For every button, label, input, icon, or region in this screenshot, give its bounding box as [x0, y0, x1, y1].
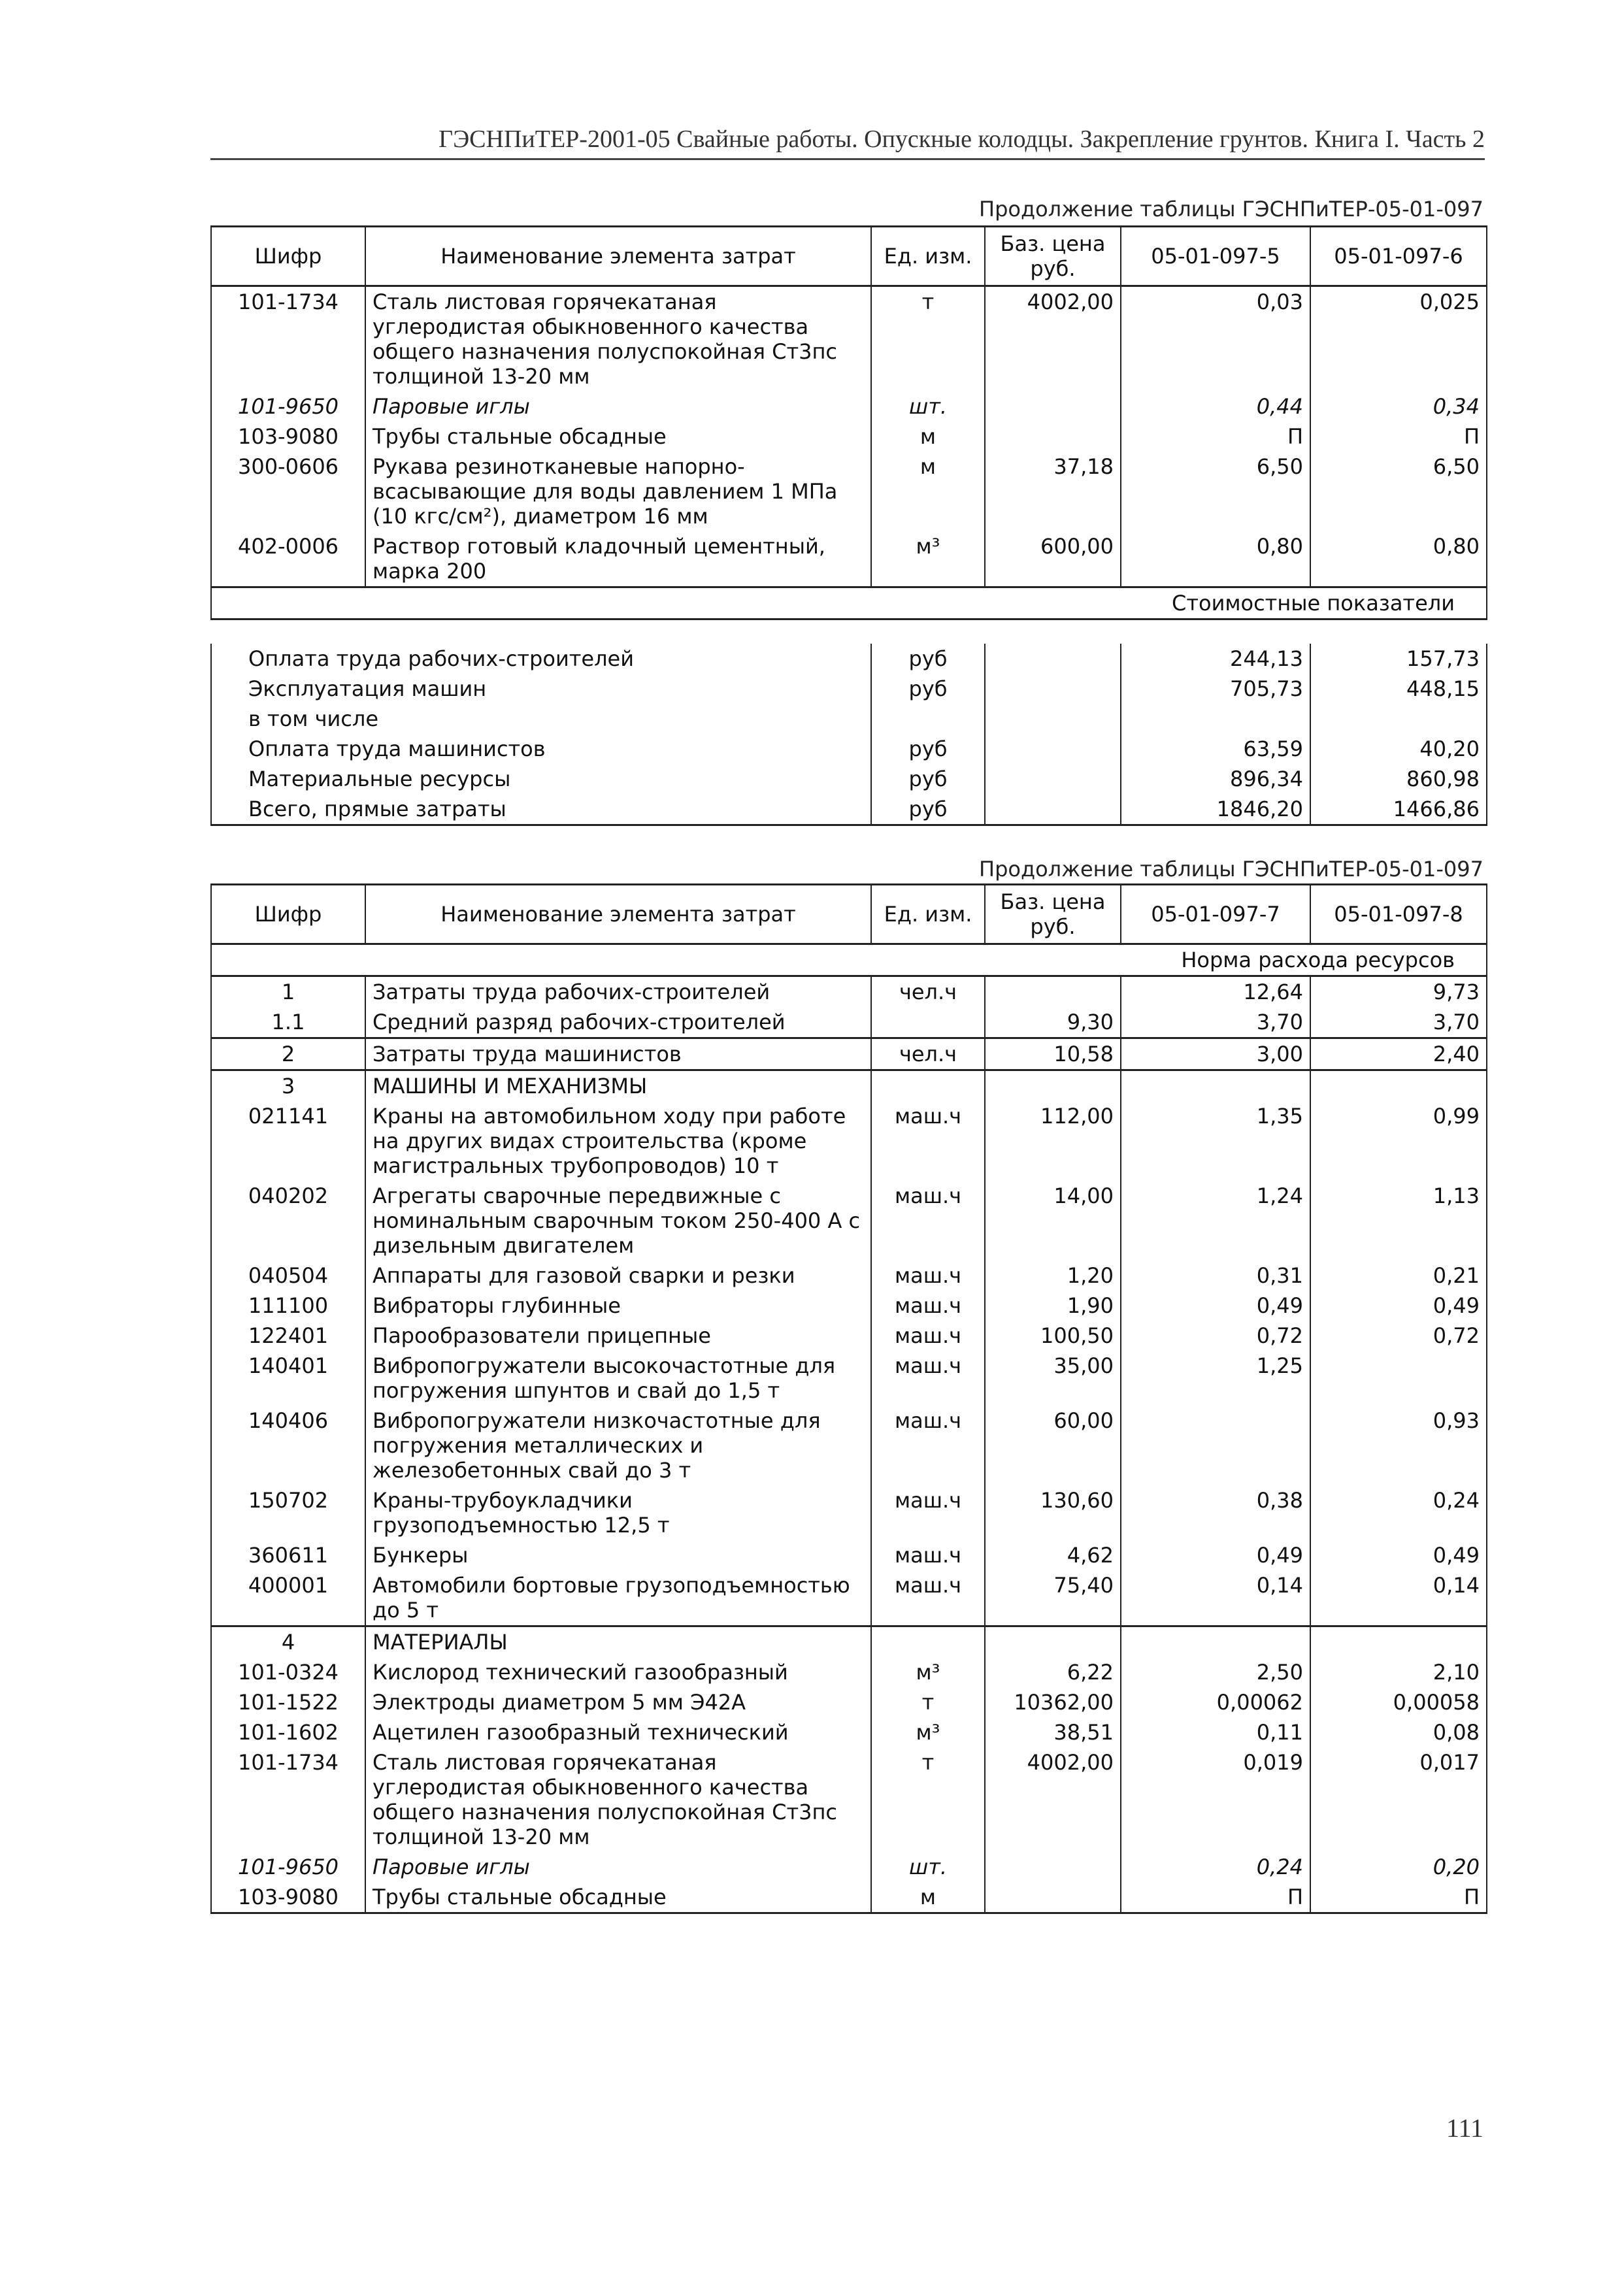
cell-col-b: 9,73 — [1310, 976, 1487, 1008]
cell-col-b — [1310, 1351, 1487, 1406]
cell-code: 111100 — [211, 1291, 365, 1321]
cell-code: 1.1 — [211, 1007, 365, 1038]
cell-col-a — [1121, 1626, 1310, 1658]
cost-band-row — [211, 587, 1487, 619]
cell-col-a: 3,00 — [1121, 1038, 1310, 1070]
cell-col-b: 0,34 — [1310, 391, 1487, 421]
cell-col-a: 1,24 — [1121, 1181, 1310, 1261]
table-row — [211, 1406, 1487, 1485]
cost-col-b — [1310, 704, 1487, 734]
cell-unit — [871, 1007, 985, 1038]
cell-col-a: 0,03 — [1121, 286, 1310, 392]
cost-empty — [985, 794, 1121, 825]
cell-unit — [871, 1070, 985, 1102]
cell-price — [985, 391, 1121, 421]
header-price: Баз. цена руб. — [985, 227, 1121, 286]
cell-col-a: 3,70 — [1121, 1007, 1310, 1038]
cell-unit: чел.ч — [871, 1038, 985, 1070]
cell-unit: маш.ч — [871, 1485, 985, 1540]
cell-col-a: 0,49 — [1121, 1540, 1310, 1570]
table-row — [211, 1181, 1487, 1261]
table-row — [211, 976, 1487, 1008]
cell-name: Паровые иглы — [365, 391, 871, 421]
header-col-a: 05-01-097-5 — [1121, 227, 1310, 286]
cell-code: 101-1734 — [211, 1747, 365, 1852]
cell-unit: маш.ч — [871, 1101, 985, 1181]
cell-code: 400001 — [211, 1570, 365, 1626]
table-header-row — [211, 885, 1487, 944]
section-row — [211, 1070, 1487, 1102]
cell-col-b: 0,49 — [1310, 1540, 1487, 1570]
cell-name: Паровые иглы — [365, 1852, 871, 1882]
cost-empty — [985, 644, 1121, 674]
table-header-row — [211, 227, 1487, 286]
cell-price: 4002,00 — [985, 1747, 1121, 1852]
cell-code: 040202 — [211, 1181, 365, 1261]
cost-col-a: 705,73 — [1121, 674, 1310, 704]
cell-name: Вибропогружатели низкочастотные для погружения металлических и железобетонных свай до 3 т — [365, 1406, 871, 1485]
cell-name: Электроды диаметром 5 мм Э42А — [365, 1687, 871, 1717]
cost-col-b: 1466,86 — [1310, 794, 1487, 825]
cost-row — [211, 764, 1487, 794]
cell-price: 35,00 — [985, 1351, 1121, 1406]
table-row — [211, 452, 1487, 531]
cell-col-a: 6,50 — [1121, 452, 1310, 531]
cell-col-b: 0,80 — [1310, 531, 1487, 587]
running-title: ГЭСНПиТЕР-2001-05 Свайные работы. Опускные колодцы. Закрепление грунтов. Книга I. Часть 2 — [210, 124, 1485, 160]
cell-col-b: 0,72 — [1310, 1321, 1487, 1351]
table-row — [211, 1007, 1487, 1038]
cell-code: 101-1734 — [211, 286, 365, 392]
cell-price: 1,20 — [985, 1261, 1121, 1291]
cell-col-b: 0,08 — [1310, 1717, 1487, 1747]
cell-price: 4,62 — [985, 1540, 1121, 1570]
cell-unit: м — [871, 452, 985, 531]
cell-col-a: 0,44 — [1121, 391, 1310, 421]
cost-row — [211, 794, 1487, 825]
cost-unit — [871, 704, 985, 734]
cell-col-b — [1310, 1626, 1487, 1658]
cell-col-b: 1,13 — [1310, 1181, 1487, 1261]
cell-price: 600,00 — [985, 531, 1121, 587]
cell-price — [985, 1626, 1121, 1658]
norm-band-row — [211, 944, 1487, 976]
cost-unit: руб — [871, 764, 985, 794]
cost-label: Всего, прямые затраты — [211, 794, 871, 825]
table-row — [211, 1852, 1487, 1882]
cell-price — [985, 1070, 1121, 1102]
cell-price — [985, 1882, 1121, 1913]
cell-price: 75,40 — [985, 1570, 1121, 1626]
cell-col-a: 0,24 — [1121, 1852, 1310, 1882]
cell-name: Затраты труда рабочих-строителей — [365, 976, 871, 1008]
cell-code: 1 — [211, 976, 365, 1008]
cell-name: Ацетилен газообразный технический — [365, 1717, 871, 1747]
header-col-b: 05-01-097-8 — [1310, 885, 1487, 944]
cell-unit: т — [871, 1687, 985, 1717]
cell-code: 140406 — [211, 1406, 365, 1485]
cell-code: 103-9080 — [211, 421, 365, 452]
header-unit: Ед. изм. — [871, 885, 985, 944]
cell-name: Трубы стальные обсадные — [365, 1882, 871, 1913]
cell-code: 122401 — [211, 1321, 365, 1351]
cell-unit: м³ — [871, 531, 985, 587]
cell-col-a — [1121, 1070, 1310, 1102]
cost-col-b: 448,15 — [1310, 674, 1487, 704]
cell-price: 4002,00 — [985, 286, 1121, 392]
cell-col-a: 0,00062 — [1121, 1687, 1310, 1717]
cell-name: Затраты труда машинистов — [365, 1038, 871, 1070]
cost-col-b: 157,73 — [1310, 644, 1487, 674]
cell-col-b: 0,20 — [1310, 1852, 1487, 1882]
cell-col-a: 0,019 — [1121, 1747, 1310, 1852]
cost-label: Материальные ресурсы — [211, 764, 871, 794]
section-row — [211, 1626, 1487, 1658]
table-row — [211, 1687, 1487, 1717]
table-row — [211, 1321, 1487, 1351]
cell-col-b: 2,40 — [1310, 1038, 1487, 1070]
cell-col-b — [1310, 1070, 1487, 1102]
cell-unit: т — [871, 286, 985, 392]
cost-row — [211, 704, 1487, 734]
cell-col-a: 1,25 — [1121, 1351, 1310, 1406]
cell-code: 2 — [211, 1038, 365, 1070]
cell-col-a: 2,50 — [1121, 1657, 1310, 1687]
cost-unit: руб — [871, 794, 985, 825]
cost-empty — [985, 674, 1121, 704]
table-row — [211, 1038, 1487, 1070]
table-row — [211, 286, 1487, 392]
cell-unit: маш.ч — [871, 1181, 985, 1261]
resource-table-1 — [210, 225, 1487, 620]
cost-row — [211, 674, 1487, 704]
cell-price: 1,90 — [985, 1291, 1121, 1321]
cell-unit: маш.ч — [871, 1291, 985, 1321]
table2-caption: Продолжение таблицы ГЭСНПиТЕР-05-01-097 — [979, 857, 1483, 882]
cell-name: Краны на автомобильном ходу при работе на других видах строительства (кроме магистральных трубопроводов) 10 т — [365, 1101, 871, 1181]
cell-unit: чел.ч — [871, 976, 985, 1008]
cell-col-a: 0,14 — [1121, 1570, 1310, 1626]
cell-name: Агрегаты сварочные передвижные с номинальным сварочным током 250-400 А с дизельным двигателем — [365, 1181, 871, 1261]
cell-col-b: 0,93 — [1310, 1406, 1487, 1485]
cell-col-a: 0,49 — [1121, 1291, 1310, 1321]
cost-empty — [985, 704, 1121, 734]
table-row — [211, 1747, 1487, 1852]
cost-col-a — [1121, 704, 1310, 734]
cell-price: 100,50 — [985, 1321, 1121, 1351]
cell-code: 101-1522 — [211, 1687, 365, 1717]
table-row — [211, 1570, 1487, 1626]
cell-name: Аппараты для газовой сварки и резки — [365, 1261, 871, 1291]
cell-col-a: 0,11 — [1121, 1717, 1310, 1747]
cell-code: 103-9080 — [211, 1882, 365, 1913]
cell-col-b: 0,24 — [1310, 1485, 1487, 1540]
page-number: 111 — [1446, 2113, 1483, 2143]
resource-table-2 — [210, 883, 1487, 1914]
cost-unit: руб — [871, 674, 985, 704]
cell-name: Вибраторы глубинные — [365, 1291, 871, 1321]
cell-col-b: 2,10 — [1310, 1657, 1487, 1687]
cell-price: 112,00 — [985, 1101, 1121, 1181]
cell-col-a: П — [1121, 421, 1310, 452]
cell-unit: м³ — [871, 1717, 985, 1747]
cell-col-b: 0,017 — [1310, 1747, 1487, 1852]
table-row — [211, 1101, 1487, 1181]
cell-price: 10,58 — [985, 1038, 1121, 1070]
cell-code: 300-0606 — [211, 452, 365, 531]
cell-name: Краны-трубоукладчики грузоподъемностью 12,5 т — [365, 1485, 871, 1540]
cell-code: 040504 — [211, 1261, 365, 1291]
cell-name: Парообразователи прицепные — [365, 1321, 871, 1351]
cell-col-b: 0,14 — [1310, 1570, 1487, 1626]
cost-row — [211, 644, 1487, 674]
cost-col-b: 40,20 — [1310, 734, 1487, 764]
cell-code: 021141 — [211, 1101, 365, 1181]
cell-price — [985, 421, 1121, 452]
cost-unit: руб — [871, 734, 985, 764]
cell-col-b: 0,21 — [1310, 1261, 1487, 1291]
cell-code: 101-9650 — [211, 1852, 365, 1882]
cell-col-a: 1,35 — [1121, 1101, 1310, 1181]
header-code: Шифр — [211, 885, 365, 944]
cell-col-b: 0,00058 — [1310, 1687, 1487, 1717]
table-row — [211, 1717, 1487, 1747]
cell-code: 101-0324 — [211, 1657, 365, 1687]
cost-unit: руб — [871, 644, 985, 674]
cost-label: Оплата труда машинистов — [211, 734, 871, 764]
header-name: Наименование элемента затрат — [365, 227, 871, 286]
cell-code: 140401 — [211, 1351, 365, 1406]
cell-code: 3 — [211, 1070, 365, 1102]
cell-price: 9,30 — [985, 1007, 1121, 1038]
cell-name: Рукава резинотканевые напорно-всасывающие для воды давлением 1 МПа (10 кгс/см²), диаметром 16 мм — [365, 452, 871, 531]
cell-price: 10362,00 — [985, 1687, 1121, 1717]
cost-col-b: 860,98 — [1310, 764, 1487, 794]
cell-code: 360611 — [211, 1540, 365, 1570]
cell-name: Сталь листовая горячекатаная углеродистая обыкновенного качества общего назначения полуспокойная Ст3пс толщиной 13-20 мм — [365, 1747, 871, 1852]
table-row — [211, 1261, 1487, 1291]
cell-code: 101-1602 — [211, 1717, 365, 1747]
cell-unit: маш.ч — [871, 1351, 985, 1406]
cell-name: Бункеры — [365, 1540, 871, 1570]
cell-col-a — [1121, 1406, 1310, 1485]
cell-name: МАШИНЫ И МЕХАНИЗМЫ — [365, 1070, 871, 1102]
cell-unit: маш.ч — [871, 1540, 985, 1570]
cell-price: 38,51 — [985, 1717, 1121, 1747]
table-row — [211, 1657, 1487, 1687]
table1-caption: Продолжение таблицы ГЭСНПиТЕР-05-01-097 — [979, 197, 1483, 222]
header-col-b: 05-01-097-6 — [1310, 227, 1487, 286]
table-row — [211, 1540, 1487, 1570]
cell-unit: м — [871, 1882, 985, 1913]
cost-label: в том числе — [211, 704, 871, 734]
table-row — [211, 1485, 1487, 1540]
cell-unit: маш.ч — [871, 1406, 985, 1485]
cell-price: 60,00 — [985, 1406, 1121, 1485]
cell-price: 6,22 — [985, 1657, 1121, 1687]
cell-price: 37,18 — [985, 452, 1121, 531]
cell-price — [985, 1852, 1121, 1882]
cell-unit: м³ — [871, 1657, 985, 1687]
header-unit: Ед. изм. — [871, 227, 985, 286]
table-row — [211, 1351, 1487, 1406]
cell-code: 402-0006 — [211, 531, 365, 587]
cell-name: Раствор готовый кладочный цементный, марка 200 — [365, 531, 871, 587]
cell-col-b: П — [1310, 421, 1487, 452]
cell-col-a: 0,38 — [1121, 1485, 1310, 1540]
cell-col-b: 0,99 — [1310, 1101, 1487, 1181]
cell-name: Кислород технический газообразный — [365, 1657, 871, 1687]
header-name: Наименование элемента затрат — [365, 885, 871, 944]
cell-unit: т — [871, 1747, 985, 1852]
cost-col-a: 896,34 — [1121, 764, 1310, 794]
cell-col-a: 12,64 — [1121, 976, 1310, 1008]
cell-col-b: 3,70 — [1310, 1007, 1487, 1038]
cell-unit: шт. — [871, 1852, 985, 1882]
cell-col-a: П — [1121, 1882, 1310, 1913]
cell-name: Вибропогружатели высокочастотные для погружения шпунтов и свай до 1,5 т — [365, 1351, 871, 1406]
cost-col-a: 1846,20 — [1121, 794, 1310, 825]
cost-empty — [985, 764, 1121, 794]
cell-unit: шт. — [871, 391, 985, 421]
header-code: Шифр — [211, 227, 365, 286]
cell-col-a: 0,80 — [1121, 531, 1310, 587]
table-row — [211, 1291, 1487, 1321]
cell-col-b: 0,49 — [1310, 1291, 1487, 1321]
cost-label: Оплата труда рабочих-строителей — [211, 644, 871, 674]
cell-col-a: 0,72 — [1121, 1321, 1310, 1351]
cell-name: МАТЕРИАЛЫ — [365, 1626, 871, 1658]
cell-unit: маш.ч — [871, 1570, 985, 1626]
cell-unit: маш.ч — [871, 1321, 985, 1351]
table-row — [211, 531, 1487, 587]
cost-col-a: 63,59 — [1121, 734, 1310, 764]
cell-code: 101-9650 — [211, 391, 365, 421]
header-price: Баз. цена руб. — [985, 885, 1121, 944]
cell-name: Средний разряд рабочих-строителей — [365, 1007, 871, 1038]
cell-unit: маш.ч — [871, 1261, 985, 1291]
cell-code: 150702 — [211, 1485, 365, 1540]
cost-band-label: Стоимостные показатели — [211, 587, 1487, 619]
cell-name: Автомобили бортовые грузоподъемностью до 5 т — [365, 1570, 871, 1626]
cost-row — [211, 734, 1487, 764]
cell-col-b: 6,50 — [1310, 452, 1487, 531]
cell-price: 14,00 — [985, 1181, 1121, 1261]
table-row — [211, 421, 1487, 452]
cell-price — [985, 976, 1121, 1008]
cell-price: 130,60 — [985, 1485, 1121, 1540]
cell-name: Сталь листовая горячекатаная углеродистая обыкновенного качества общего назначения полуспокойная Ст3пс толщиной 13-20 мм — [365, 286, 871, 392]
cost-summary-table — [210, 644, 1487, 826]
cell-unit — [871, 1626, 985, 1658]
cell-col-b: 0,025 — [1310, 286, 1487, 392]
cell-unit: м — [871, 421, 985, 452]
cost-empty — [985, 734, 1121, 764]
cell-col-b: П — [1310, 1882, 1487, 1913]
cost-col-a: 244,13 — [1121, 644, 1310, 674]
cell-code: 4 — [211, 1626, 365, 1658]
cell-col-a: 0,31 — [1121, 1261, 1310, 1291]
norm-band-label: Норма расхода ресурсов — [211, 944, 1487, 976]
cost-label: Эксплуатация машин — [211, 674, 871, 704]
header-col-a: 05-01-097-7 — [1121, 885, 1310, 944]
table-row — [211, 1882, 1487, 1913]
cell-name: Трубы стальные обсадные — [365, 421, 871, 452]
table-row — [211, 391, 1487, 421]
